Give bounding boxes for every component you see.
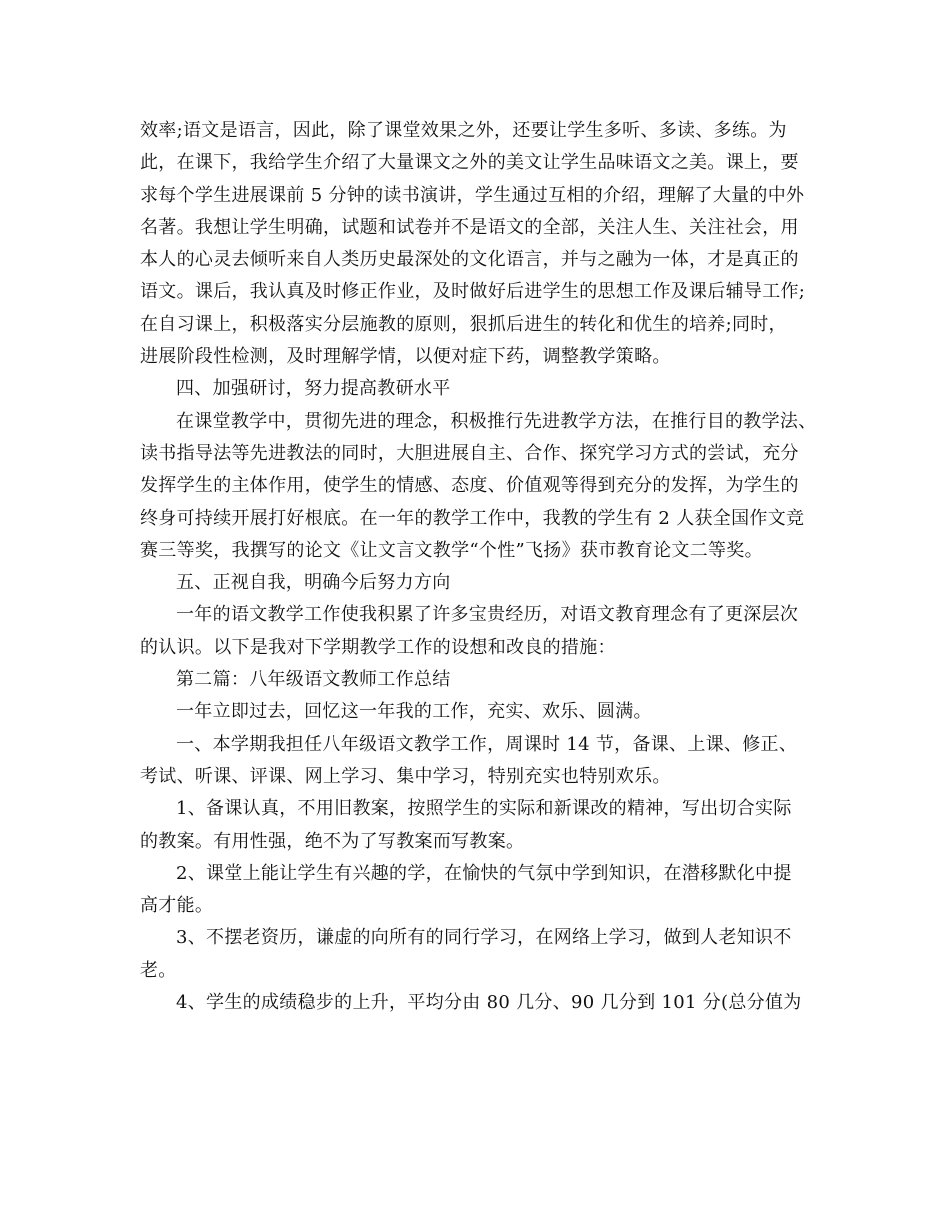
text-line: 1、备课认真，不用旧教案，按照学生的实际和新课改的精神，写出切合实际 [176,798,792,820]
section-heading: 五、正视自我，明确今后努力方向 [176,572,451,594]
section-heading: 四、加强研讨，努力提高教研水平 [176,378,451,400]
text-line: 老。 [140,959,177,981]
text-line: 赛三等奖，我撰写的论文《让文言文教学“个性”飞扬》获市教育论文二等奖。 [140,539,763,561]
text-line: 4、学生的成绩稳步的上升，平均分由 80 几分、90 几分到 101 分(总分值为 [176,992,802,1014]
text-line: 高才能。 [140,895,214,917]
text-line: 终身可持续开展打好根底。在一年的教学工作中，我教的学生有 2 人获全国作文竞 [140,507,805,529]
text-line: 2、课堂上能让学生有兴趣的学，在愉快的气氛中学到知识，在潜移默化中提 [176,862,792,884]
text-line: 进展阶段性检测，及时理解学情，以便对症下药，调整教学策略。 [140,346,671,368]
text-line: 一年的语文教学工作使我积累了许多宝贵经历，对语文教育理念有了更深层次 [176,604,799,626]
text-line: 在课堂教学中，贯彻先进的理念，积极推行先进教学方法，在推行目的教学法、 [176,410,817,432]
text-line: 的认识。以下是我对下学期教学工作的设想和改良的措施： [140,636,616,658]
text-line: 本人的心灵去倾听来自人类历史最深处的文化语言，并与之融为一体，才是真正的 [140,249,799,271]
text-line: 效率;语文是语言，因此，除了课堂效果之外，还要让学生多听、多读、多练。为 [140,120,787,141]
text-line: 名著。我想让学生明确，试题和试卷并不是语文的全部，关注人生、关注社会，用 [140,216,799,238]
section-heading: 第二篇：八年级语文教师工作总结 [176,669,451,691]
text-line: 考试、听课、评课、网上学习、集中学习，特别充实也特别欢乐。 [140,765,671,787]
text-line: 一、本学期我担任八年级语文教学工作，周课时 14 节，备课、上课、修正、 [176,733,798,755]
text-line: 语文。课后，我认真及时修正作业，及时做好后进学生的思想工作及课后辅导工作; [140,281,806,303]
text-line: 发挥学生的主体作用，使学生的情感、态度、价值观等得到充分的发挥，为学生的 [140,475,799,497]
document-body [140,116,830,1017]
text-line: 的教案。有用性强，绝不为了写教案而写教案。 [140,830,525,852]
text-line: 在自习课上，积极落实分层施教的原则，狠抓后进生的转化和优生的培养;同时， [140,313,787,335]
text-line: 此，在课下，我给学生介绍了大量课文之外的美文让学生品味语文之美。课上，要 [140,152,799,174]
text-line: 读书指导法等先进教法的同时，大胆进展自主、合作、探究学习方式的尝试，充分 [140,442,799,464]
text-line: 求每个学生进展课前 5 分钟的读书演讲，学生通过互相的介绍，理解了大量的中外 [140,184,805,206]
text-line: 一年立即过去，回忆这一年我的工作，充实、欢乐、圆满。 [176,701,652,723]
text-line: 3、不摆老资历，谦虚的向所有的同行学习，在网络上学习，做到人老知识不 [176,927,792,949]
